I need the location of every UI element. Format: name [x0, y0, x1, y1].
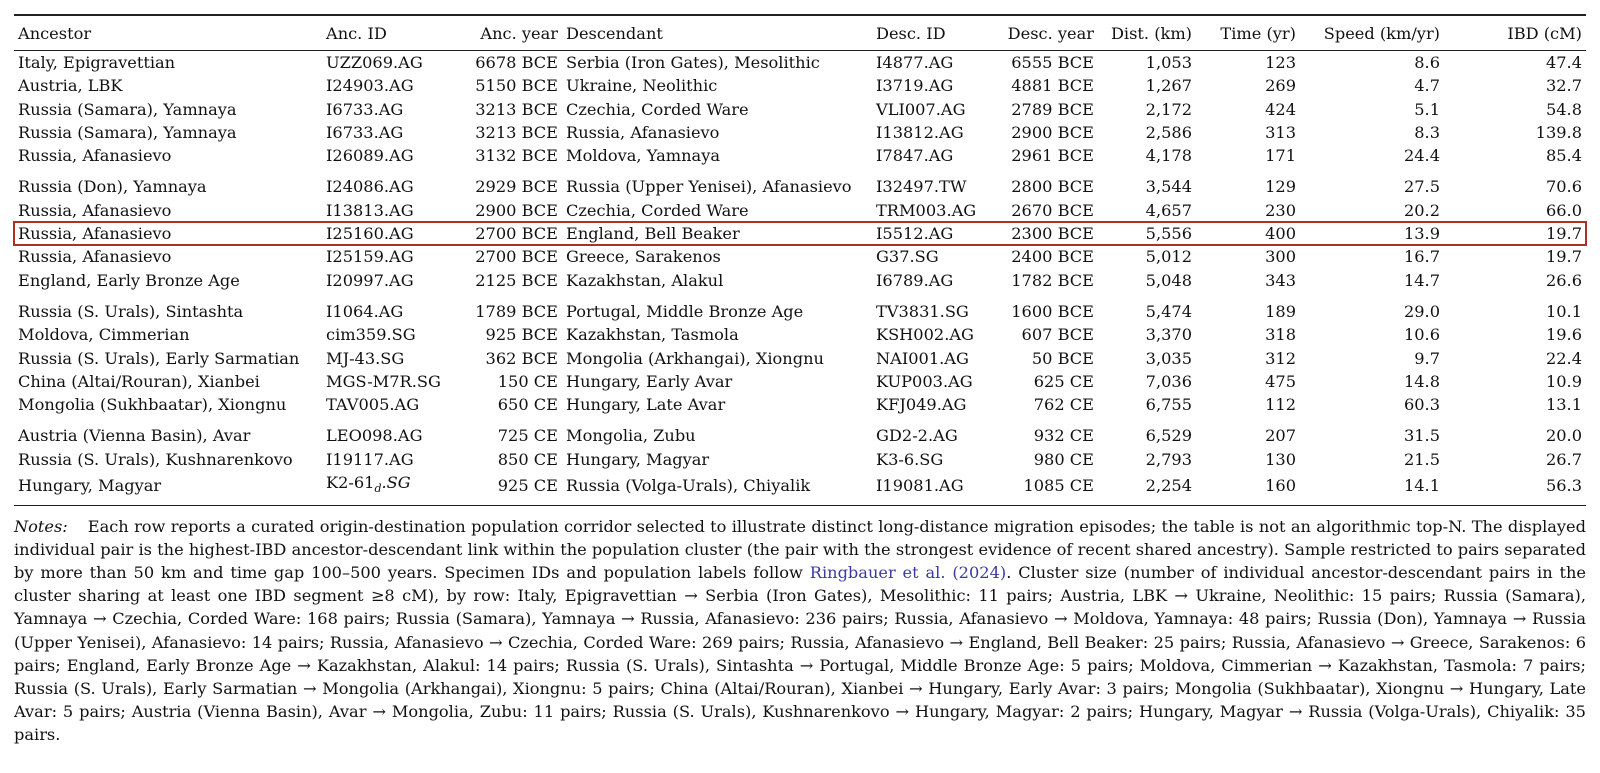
cell-ancestor: Russia, Afanasievo — [18, 247, 172, 267]
cell-desc-id: I5512.AG — [876, 224, 954, 244]
cell-anc-id: I26089.AG — [326, 146, 414, 166]
cell-desc-id: KFJ049.AG — [876, 395, 967, 415]
cell-distance: 5,012 — [1145, 247, 1192, 267]
cell-anc-id: I20997.AG — [326, 270, 414, 290]
cell-ancestor: Russia (S. Urals), Kushnarenkovo — [18, 449, 293, 469]
cell-descendant: Hungary, Late Avar — [566, 395, 726, 415]
table-row — [14, 98, 1586, 121]
cell-ibd: 19.6 — [1545, 325, 1582, 345]
cell-desc-year: 2670 BCE — [1011, 200, 1094, 220]
cell-desc-year: 6555 BCE — [1011, 53, 1094, 72]
cell-descendant: Mongolia (Arkhangai), Xiongnu — [566, 348, 824, 368]
table-header — [14, 15, 1586, 51]
cell-descendant: Moldova, Yamnaya — [566, 146, 720, 166]
cell-ancestor: Austria (Vienna Basin), Avar — [18, 426, 251, 446]
cell-distance: 3,370 — [1145, 325, 1192, 345]
cell-time: 129 — [1265, 177, 1296, 197]
cell-time: 312 — [1265, 348, 1296, 368]
cell-speed: 10.6 — [1403, 325, 1440, 345]
cell-desc-year: 50 BCE — [1031, 348, 1094, 368]
cell-desc-year: 2900 BCE — [1011, 122, 1094, 142]
cell-distance: 5,048 — [1145, 270, 1192, 290]
table-row-highlighted — [14, 222, 1586, 245]
cell-descendant: Kazakhstan, Alakul — [566, 270, 724, 290]
cell-ancestor: England, Early Bronze Age — [18, 270, 240, 290]
cell-anc-id: I13813.AG — [326, 200, 414, 220]
cell-anc-id: TAV005.AG — [326, 395, 420, 415]
cell-descendant: Mongolia, Zubu — [566, 426, 696, 446]
table-row — [14, 269, 1586, 292]
cell-anc-id: MGS-M7R.SG — [326, 371, 441, 391]
header-anc-year: Anc. year — [480, 23, 558, 43]
cell-distance: 2,586 — [1145, 122, 1192, 142]
cell-desc-year: 2300 BCE — [1011, 224, 1094, 244]
cell-distance: 3,544 — [1145, 177, 1192, 197]
cell-ibd: 20.0 — [1545, 426, 1582, 446]
cell-anc-year: 2700 BCE — [475, 247, 558, 267]
cell-desc-year: 2800 BCE — [1011, 177, 1094, 197]
cell-anc-year: 1789 BCE — [475, 301, 558, 321]
cell-desc-id: TRM003.AG — [876, 200, 977, 220]
cell-speed: 13.9 — [1403, 224, 1440, 244]
cell-anc-id: I1064.AG — [326, 301, 404, 321]
cell-desc-year: 932 CE — [1033, 426, 1094, 446]
cell-ibd: 70.6 — [1545, 177, 1582, 197]
cell-anc-id — [322, 471, 442, 505]
cell-ibd: 22.4 — [1545, 348, 1582, 368]
table-row — [14, 51, 1586, 75]
cell-desc-id: K3-6.SG — [876, 449, 944, 469]
cell-ancestor: Russia (S. Urals), Sintashta — [18, 301, 244, 321]
cell-descendant: Greece, Sarakenos — [566, 247, 721, 267]
cell-desc-year: 1782 BCE — [1011, 270, 1094, 290]
table-row — [14, 370, 1586, 393]
cell-descendant: Czechia, Corded Ware — [566, 99, 749, 119]
cell-time: 400 — [1265, 224, 1296, 244]
header-distance: Dist. (km) — [1110, 23, 1192, 43]
cell-distance: 1,267 — [1145, 76, 1192, 96]
anc-id-subscript: d — [374, 482, 382, 496]
cell-distance: 2,254 — [1145, 476, 1192, 496]
cell-time: 130 — [1265, 449, 1296, 469]
cell-distance: 6,529 — [1145, 426, 1192, 446]
cell-ancestor: Austria, LBK — [18, 76, 123, 96]
cell-anc-year: 3213 BCE — [475, 122, 558, 142]
table-row — [14, 448, 1586, 471]
cell-desc-id: I4877.AG — [876, 53, 954, 72]
cell-ibd: 19.7 — [1545, 247, 1582, 267]
cell-ibd: 139.8 — [1535, 122, 1582, 142]
cell-anc-id: I19117.AG — [326, 449, 414, 469]
cell-ancestor: Russia (Don), Yamnaya — [18, 177, 207, 197]
cell-desc-year: 2961 BCE — [1011, 146, 1094, 166]
cell-desc-year: 762 CE — [1033, 395, 1094, 415]
cell-distance: 1,053 — [1145, 53, 1192, 72]
cell-desc-id: VLI007.AG — [876, 99, 966, 119]
cell-speed: 16.7 — [1403, 247, 1440, 267]
cell-time: 343 — [1265, 270, 1296, 290]
cell-time: 230 — [1265, 200, 1296, 220]
header-speed: Speed (km/yr) — [1323, 23, 1440, 43]
cell-time: 112 — [1265, 395, 1296, 415]
cell-time: 313 — [1265, 122, 1296, 142]
cell-speed: 9.7 — [1414, 348, 1440, 368]
cell-distance: 6,755 — [1145, 395, 1192, 415]
cell-anc-year: 2125 BCE — [475, 270, 558, 290]
cell-speed: 8.6 — [1414, 53, 1440, 72]
cell-anc-year: 150 CE — [497, 371, 558, 391]
cell-descendant: England, Bell Beaker — [566, 224, 740, 244]
cell-speed: 4.7 — [1414, 76, 1440, 96]
cell-distance: 5,474 — [1145, 301, 1192, 321]
cell-descendant: Ukraine, Neolithic — [566, 76, 718, 96]
table-row — [14, 416, 1586, 447]
cell-anc-id: I25159.AG — [326, 247, 414, 267]
cell-anc-id: I24086.AG — [326, 177, 414, 197]
cell-ibd: 13.1 — [1545, 395, 1582, 415]
cell-desc-year: 607 BCE — [1021, 325, 1094, 345]
cell-ibd: 56.3 — [1545, 476, 1582, 496]
cell-ibd: 47.4 — [1545, 53, 1582, 72]
cell-desc-id: I19081.AG — [876, 476, 964, 496]
cell-desc-year: 2789 BCE — [1011, 99, 1094, 119]
cell-time: 160 — [1265, 476, 1296, 496]
cell-speed: 31.5 — [1403, 426, 1440, 446]
cell-desc-id: I13812.AG — [876, 122, 964, 142]
cell-descendant: Czechia, Corded Ware — [566, 200, 749, 220]
header-ancestor: Ancestor — [18, 23, 92, 43]
cell-desc-year: 4881 BCE — [1011, 76, 1094, 96]
cell-speed: 14.7 — [1403, 270, 1440, 290]
cell-distance: 4,178 — [1145, 146, 1192, 166]
header-descendant: Descendant — [566, 23, 663, 43]
cell-desc-year: 980 CE — [1033, 449, 1094, 469]
cell-desc-id: I6789.AG — [876, 270, 954, 290]
cell-ancestor: Italy, Epigravettian — [18, 53, 176, 72]
cell-anc-year: 3213 BCE — [475, 99, 558, 119]
notes-text-part1: Each row reports a curated origin-destination population corridor selected to illustrate distinct long-distance migration episodes; the table is not an algorithmic top-N. The displayed individual pair is the highest-IBD ancestor-descendant link within the population cluster (the pair with the strongest evidence of recent shared ancestry). Sample restricted to pairs separated by more than 50 km and time gap 100–500 years. Specimen IDs and population labels follow — [14, 516, 1586, 582]
header-desc-year: Desc. year — [1007, 23, 1094, 43]
cell-speed: 27.5 — [1403, 177, 1440, 197]
cell-descendant: Russia (Upper Yenisei), Afanasievo — [566, 177, 852, 197]
cell-descendant: Hungary, Magyar — [566, 449, 710, 469]
cell-ibd: 32.7 — [1545, 76, 1582, 96]
cell-distance: 2,172 — [1145, 99, 1192, 119]
cell-desc-id: TV3831.SG — [876, 301, 969, 321]
cell-ancestor: Russia (Samara), Yamnaya — [18, 122, 237, 142]
cell-desc-id: KUP003.AG — [876, 371, 973, 391]
cell-anc-id: I24903.AG — [326, 76, 414, 96]
table-bottom-rule — [14, 505, 1586, 506]
cell-anc-id: I6733.AG — [326, 122, 404, 142]
cell-anc-year: 650 CE — [497, 395, 558, 415]
cell-desc-year: 625 CE — [1033, 371, 1094, 391]
table-row — [14, 144, 1586, 167]
cell-time: 189 — [1265, 301, 1296, 321]
table-row — [14, 74, 1586, 97]
cell-anc-id: cim359.SG — [326, 325, 416, 345]
table-row — [14, 323, 1586, 346]
table-row — [14, 245, 1586, 268]
cell-distance: 7,036 — [1145, 371, 1192, 391]
cell-time: 171 — [1265, 146, 1296, 166]
table-row — [14, 199, 1586, 222]
cell-speed: 21.5 — [1403, 449, 1440, 469]
cell-speed: 29.0 — [1403, 301, 1440, 321]
cell-speed: 24.4 — [1403, 146, 1440, 166]
table-row — [14, 393, 1586, 416]
cell-ibd: 26.7 — [1545, 449, 1582, 469]
migration-pairs-table — [14, 14, 1586, 505]
cell-desc-id: GD2-2.AG — [876, 426, 958, 446]
table-row — [14, 471, 1586, 505]
cell-desc-id: KSH002.AG — [876, 325, 974, 345]
header-desc-id: Desc. ID — [876, 23, 946, 43]
cell-ancestor: Moldova, Cimmerian — [18, 325, 190, 345]
cell-desc-id: I3719.AG — [876, 76, 954, 96]
table-notes — [14, 515, 1586, 747]
cell-descendant: Kazakhstan, Tasmola — [566, 325, 739, 345]
cell-anc-id: I6733.AG — [326, 99, 404, 119]
cell-speed: 14.8 — [1403, 371, 1440, 391]
notes-citation-link[interactable]: Ringbauer et al. (2024) — [809, 562, 1007, 582]
cell-ancestor: Russia, Afanasievo — [18, 200, 172, 220]
cell-anc-year: 6678 BCE — [475, 53, 558, 72]
cell-descendant: Russia (Volga-Urals), Chiyalik — [566, 476, 811, 496]
cell-anc-year: 2700 BCE — [475, 224, 558, 244]
header-row — [14, 15, 1586, 51]
cell-ibd: 10.9 — [1545, 371, 1582, 391]
cell-time: 300 — [1265, 247, 1296, 267]
cell-descendant: Portugal, Middle Bronze Age — [566, 301, 804, 321]
cell-speed: 14.1 — [1403, 476, 1440, 496]
cell-descendant: Hungary, Early Avar — [566, 371, 733, 391]
cell-ancestor: China (Altai/Rouran), Xianbei — [18, 371, 260, 391]
cell-speed: 5.1 — [1414, 99, 1440, 119]
header-time: Time (yr) — [1220, 23, 1296, 43]
cell-ibd: 54.8 — [1545, 99, 1582, 119]
cell-ancestor: Hungary, Magyar — [18, 476, 162, 496]
cell-anc-year: 5150 BCE — [475, 76, 558, 96]
table-row — [14, 292, 1586, 323]
cell-ibd: 10.1 — [1545, 301, 1582, 321]
header-ibd: IBD (cM) — [1507, 23, 1582, 43]
cell-time: 269 — [1265, 76, 1296, 96]
anc-id-base: K2-61 — [326, 473, 375, 493]
cell-desc-year: 1085 CE — [1023, 476, 1094, 496]
cell-time: 424 — [1265, 99, 1296, 119]
cell-anc-year: 925 BCE — [485, 325, 558, 345]
cell-time: 475 — [1265, 371, 1296, 391]
cell-anc-year: 725 CE — [497, 426, 558, 446]
table-row — [14, 347, 1586, 370]
cell-ibd: 26.6 — [1545, 270, 1582, 290]
cell-ancestor: Russia, Afanasievo — [18, 146, 172, 166]
cell-anc-year: 850 CE — [497, 449, 558, 469]
cell-anc-id: MJ-43.SG — [326, 348, 405, 368]
cell-anc-id: UZZ069.AG — [326, 53, 423, 72]
cell-time: 207 — [1265, 426, 1296, 446]
cell-descendant: Russia, Afanasievo — [566, 122, 720, 142]
cell-time: 318 — [1265, 325, 1296, 345]
notes-label: Notes: — [14, 516, 68, 536]
cell-ibd: 19.7 — [1545, 224, 1582, 244]
cell-distance: 5,556 — [1145, 224, 1192, 244]
cell-speed: 60.3 — [1403, 395, 1440, 415]
header-anc-id: Anc. ID — [326, 23, 387, 43]
cell-ancestor: Mongolia (Sukhbaatar), Xiongnu — [18, 395, 287, 415]
anc-id-suffix: .SG — [381, 473, 411, 493]
cell-ancestor: Russia (S. Urals), Early Sarmatian — [18, 348, 300, 368]
cell-anc-year: 925 CE — [497, 476, 558, 496]
migration-table-figure — [14, 14, 1586, 747]
cell-time: 123 — [1265, 53, 1296, 72]
cell-ibd: 66.0 — [1545, 200, 1582, 220]
cell-anc-id: LEO098.AG — [326, 426, 423, 446]
cell-desc-id: I32497.TW — [876, 177, 967, 197]
cell-distance: 4,657 — [1145, 200, 1192, 220]
cell-ancestor: Russia (Samara), Yamnaya — [18, 99, 237, 119]
notes-text-part2: . Cluster size (number of individual ancestor-descendant pairs in the cluster sharing at least one IBD segment ≥8 cM), by row: Italy, Epigravettian → Serbia (Iron Gates), Mesolithic: 11 pairs; Austria, LBK → Ukraine, Neolithic: 15 pairs; Russia (Samara), Yamnaya → Czechia, Corded Ware: 168 pairs; Russia (Samara), Yamnaya → Russia, Afanasievo: 236 pairs; Russia, Afanasievo → Moldova, Yamnaya: 48 pairs; Russia (Don), Yamnaya → Russia (Upper Yenisei), Afanasievo: 14 pairs; Russia, Afanasievo → Czechia, Corded Ware: 269 pairs; Russia, Afanasievo → England, Bell Beaker: 25 pairs; Russia, Afanasievo → Greece, Sarakenos: 6 pairs; England, Early Bronze Age → Kazakhstan, Alakul: 14 pairs; Russia (S. Urals), Sintashta → Portugal, Middle Bronze Age: 5 pairs; Moldova, Cimmerian → Kazakhstan, Tasmola: 7 pairs; Russia (S. Urals), Early Sarmatian → Mongolia (Arkhangai), Xiongnu: 5 pairs; China (Altai/Rouran), Xianbei → Hungary, Early Avar: 3 pairs; Mongolia (Sukhbaatar), Xiongnu → Hungary, Late Avar: 5 pairs; Austria (Vienna Basin), Avar → Mongolia, Zubu: 11 pairs; Russia (S. Urals), Kushnarenkovo → Hungary, Magyar: 2 pairs; Hungary, Magyar → Russia (Volga-Urals), Chiyalik: 35 pairs. — [14, 562, 1587, 745]
cell-ibd: 85.4 — [1545, 146, 1582, 166]
cell-anc-id: I25160.AG — [326, 224, 414, 244]
cell-distance: 2,793 — [1145, 449, 1192, 469]
cell-desc-year: 2400 BCE — [1011, 247, 1094, 267]
cell-anc-year: 362 BCE — [485, 348, 558, 368]
table-row — [14, 121, 1586, 144]
cell-anc-year: 2900 BCE — [475, 200, 558, 220]
cell-ancestor: Russia, Afanasievo — [18, 224, 172, 244]
cell-descendant: Serbia (Iron Gates), Mesolithic — [566, 53, 820, 72]
cell-anc-year: 3132 BCE — [475, 146, 558, 166]
cell-distance: 3,035 — [1145, 348, 1192, 368]
cell-anc-year: 2929 BCE — [475, 177, 558, 197]
cell-speed: 8.3 — [1414, 122, 1440, 142]
table-row — [14, 167, 1586, 198]
cell-desc-id: I7847.AG — [876, 146, 954, 166]
cell-desc-year: 1600 BCE — [1011, 301, 1094, 321]
table-body — [14, 51, 1586, 505]
cell-speed: 20.2 — [1403, 200, 1440, 220]
cell-desc-id: NAI001.AG — [876, 348, 969, 368]
cell-desc-id: G37.SG — [876, 247, 939, 267]
